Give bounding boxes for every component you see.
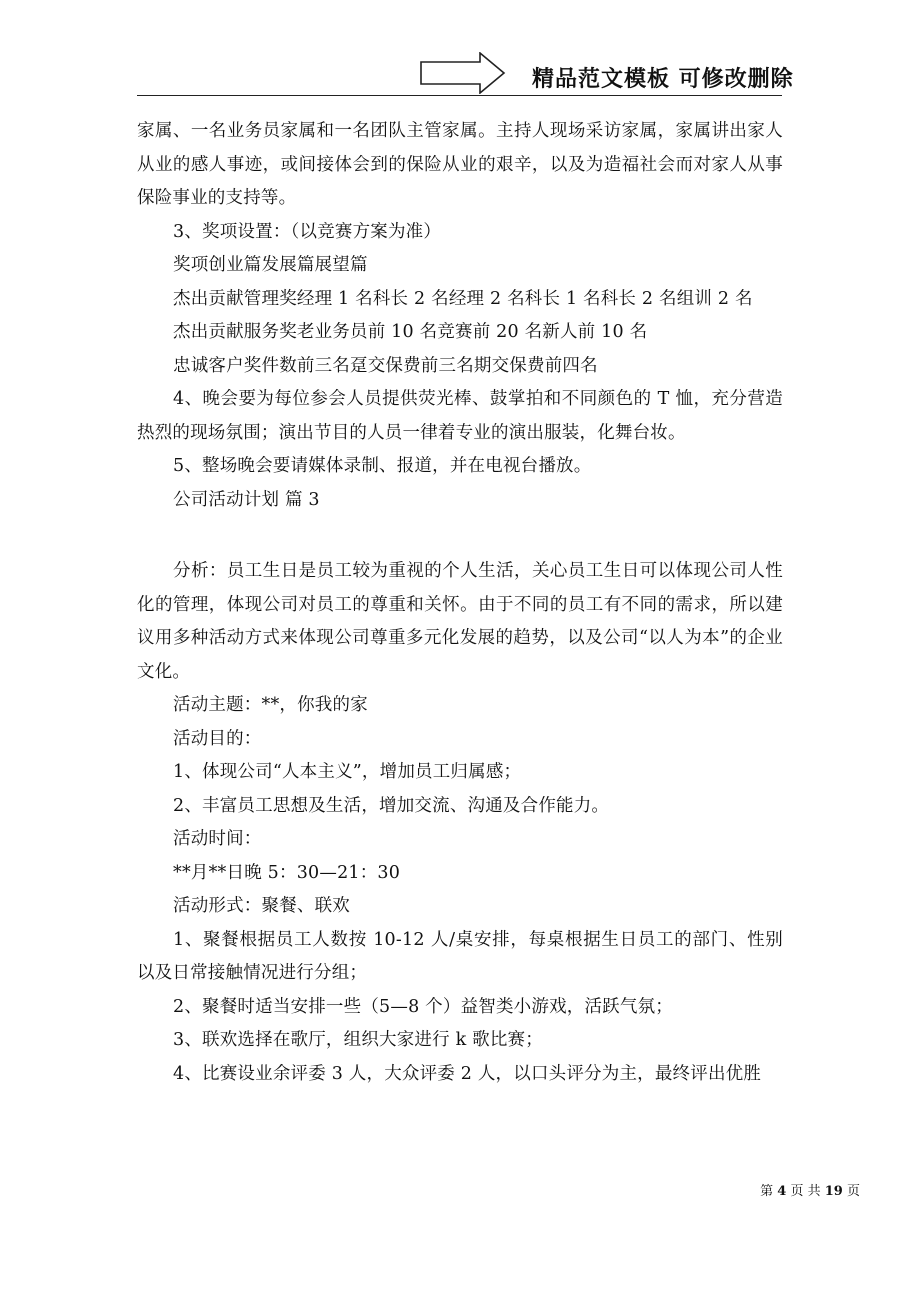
paragraph: 忠诚客户奖件数前三名趸交保费前三名期交保费前四名 <box>173 355 598 376</box>
section-heading: 公司活动计划 篇 3 <box>173 489 320 510</box>
paragraph: 杰出贡献管理奖经理 1 名科长 2 名经理 2 名科长 1 名科长 2 名组训 2 名 <box>173 288 753 309</box>
paragraph: 家属、一名业务员家属和一名团队主管家属。主持人现场采访家属，家属讲出家人从业的感人事迹，或间接体会到的保险从业的艰辛，以及为造福社会而对家人从事保险事业的支持等。 <box>137 121 783 208</box>
paragraph: **月**日晚 5：30—21：30 <box>173 862 401 883</box>
paragraph: 1、体现公司“人本主义”，增加员工归属感； <box>173 762 522 782</box>
blank-line <box>137 517 783 555</box>
paragraph: 5、整场晚会要请媒体录制、报道，并在电视台播放。 <box>173 456 592 476</box>
paragraph: 活动目的： <box>173 728 262 749</box>
header-divider <box>137 95 782 96</box>
document-body <box>137 115 783 1091</box>
paragraph: 活动时间： <box>173 829 262 849</box>
paragraph: 4、晚会要为每位参会人员提供荧光棒、鼓掌拍和不同颜色的 T 恤，充分营造热烈的现场氛围；演出节目的人员一律着专业的演出服装，化舞台妆。 <box>137 389 783 443</box>
header-title: 精品范文模板 可修改删除 <box>532 67 794 92</box>
page-middle: 页 共 <box>790 1184 821 1199</box>
paragraph: 2、丰富员工思想及生活，增加交流、沟通及合作能力。 <box>173 795 610 816</box>
paragraph: 3、联欢选择在歌厅，组织大家进行 k 歌比赛； <box>173 1030 543 1050</box>
paragraph: 活动形式：聚餐、联欢 <box>173 896 350 916</box>
current-page: 4 <box>777 1184 787 1199</box>
page-suffix: 页 <box>846 1184 860 1199</box>
page-number <box>760 1180 860 1199</box>
page-prefix: 第 <box>760 1184 774 1199</box>
paragraph: 杰出贡献服务奖老业务员前 10 名竞赛前 20 名新人前 10 名 <box>173 322 648 342</box>
paragraph: 活动主题：**，你我的家 <box>173 695 368 715</box>
paragraph: 2、聚餐时适当安排一些（5—8 个）益智类小游戏，活跃气氛； <box>173 996 673 1017</box>
paragraph: 3、奖项设置：（以竞赛方案为准） <box>173 221 442 242</box>
right-arrow-icon <box>420 52 506 94</box>
paragraph: 奖项创业篇发展篇展望篇 <box>173 255 368 275</box>
paragraph: 4、比赛设业余评委 3 人，大众评委 2 人，以口头评分为主，最终评出优胜 <box>173 1063 762 1084</box>
paragraph: 分析：员工生日是员工较为重视的个人生活，关心员工生日可以体现公司人性化的管理，体现公司对员工的尊重和关怀。由于不同的员工有不同的需求，所以建议用多种活动方式来体现公司尊重多元化发展的趋势，以及公司“以人为本”的企业文化。 <box>137 561 783 682</box>
paragraph: 1、聚餐根据员工人数按 10-12 人/桌安排，每桌根据生日员工的部门、性别以及日常接触情况进行分组； <box>137 929 783 983</box>
total-pages: 19 <box>824 1184 843 1199</box>
